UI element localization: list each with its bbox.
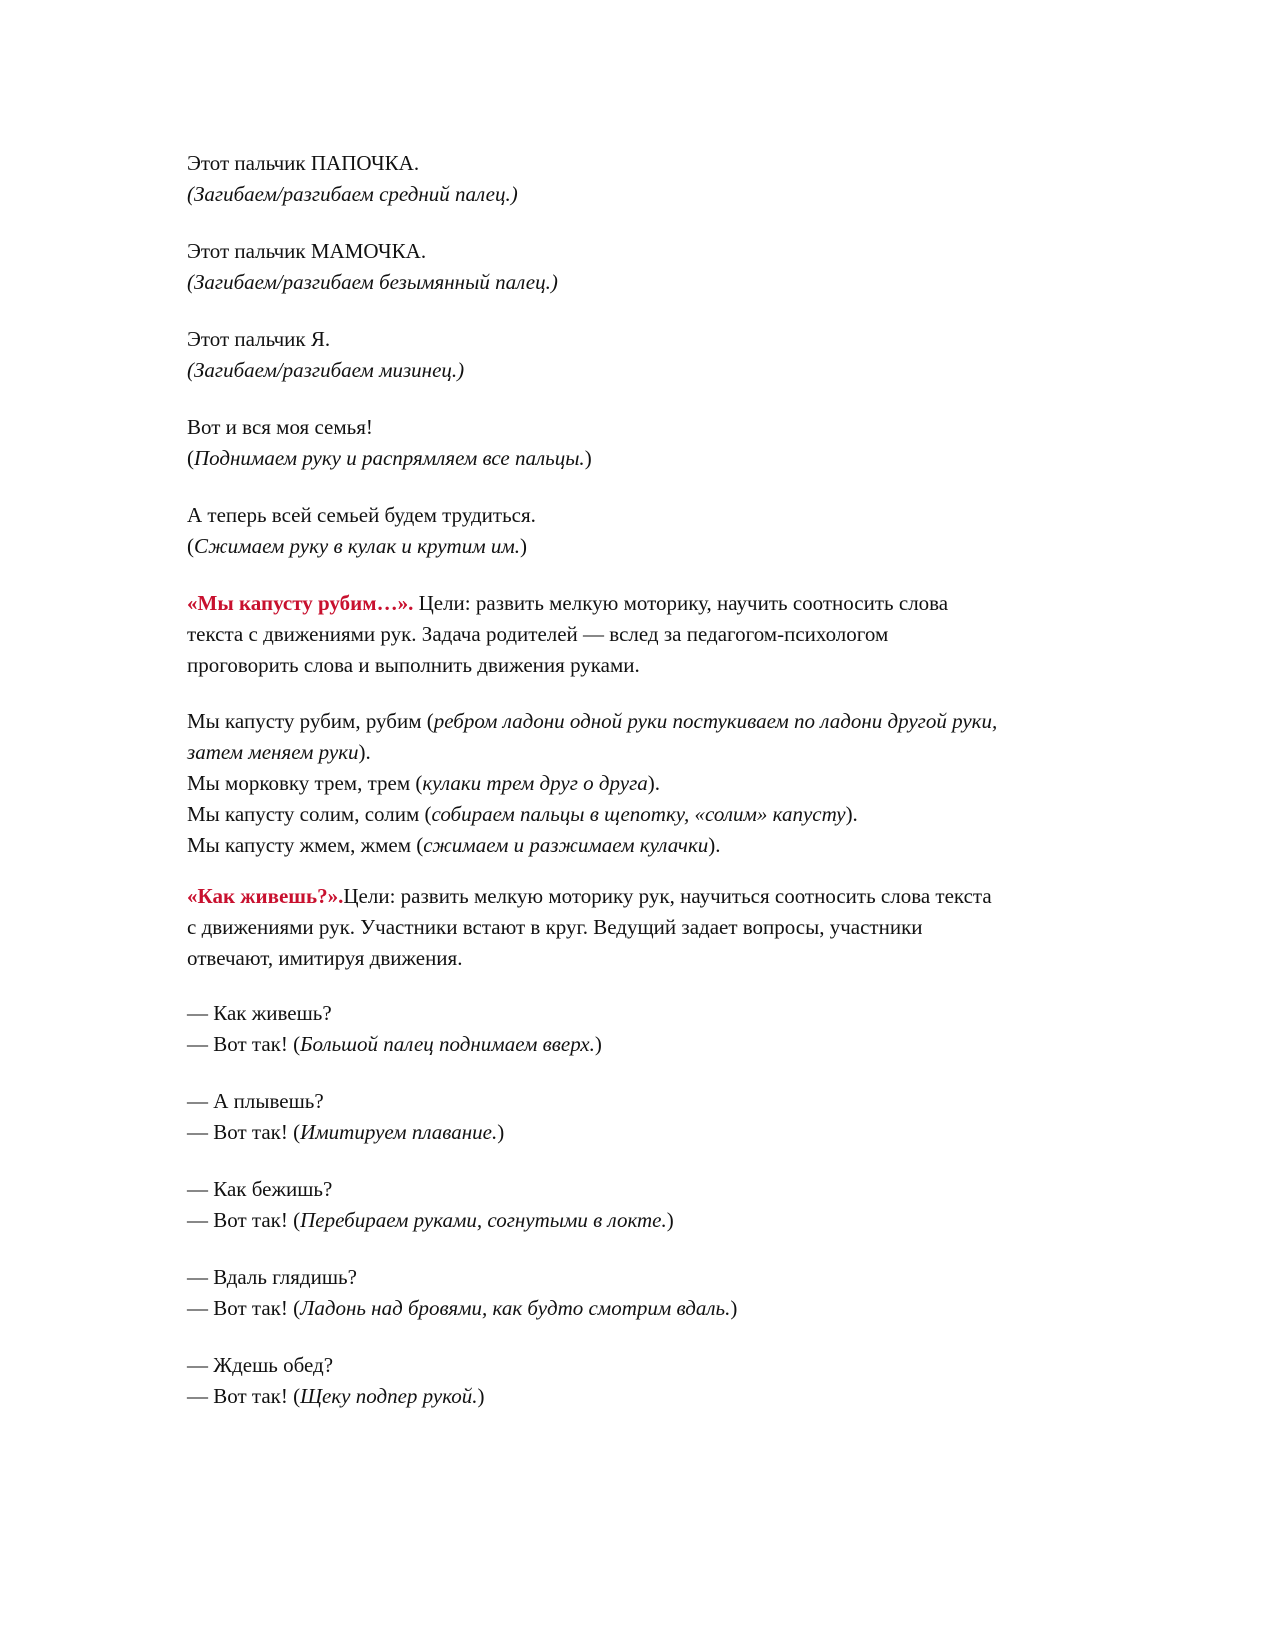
dialog-answer: — Вот так! (Большой палец поднимаем вверх.) (187, 1032, 602, 1056)
stanza-me (187, 324, 1087, 386)
dialog-pair (187, 1262, 1087, 1324)
game-goal: отвечают, имитируя движения. (187, 946, 463, 970)
dialog-pair (187, 1174, 1087, 1236)
verse-line: Этот пальчик ПАПОЧКА. (187, 151, 420, 175)
dialog-answer: — Вот так! (Щеку подпер рукой.) (187, 1384, 485, 1408)
dialog-answer: — Вот так! (Перебираем руками, согнутыми в локте.) (187, 1208, 674, 1232)
game-title: «Как живешь?». (187, 884, 344, 908)
verse-line: Мы капусту жмем, жмем (сжимаем и разжимаем кулачки). (187, 833, 721, 857)
stanza-work (187, 500, 1087, 562)
game-goal: с движениями рук. Участники встают в круг. Ведущий задает вопросы, участники (187, 915, 923, 939)
verse-line: Мы капусту солим, солим (собираем пальцы в щепотку, «солим» капусту). (187, 802, 858, 826)
instruction-line: (Поднимаем руку и распрямляем все пальцы.) (187, 446, 592, 470)
game-goal: Цели: развить мелкую моторику, научить соотносить слова (413, 591, 949, 615)
instruction-line: (Загибаем/разгибаем средний палец.) (187, 182, 518, 206)
dialog-question: — Ждешь обед? (187, 1353, 334, 1377)
game-cabbage-verses (187, 706, 1087, 861)
dialog-question: — А плывешь? (187, 1089, 324, 1113)
game-goal: Цели: развить мелкую моторику рук, научиться соотносить слова текста (343, 884, 992, 908)
verse-line: Этот пальчик МАМОЧКА. (187, 239, 427, 263)
dialog-answer: — Вот так! (Имитируем плавание.) (187, 1120, 505, 1144)
game-how-live-description (187, 881, 1087, 974)
instruction-line: (Загибаем/разгибаем мизинец.) (187, 358, 465, 382)
stanza-family (187, 412, 1087, 474)
stanza-papa (187, 148, 1087, 210)
game-goal: текста с движениями рук. Задача родителей — вслед за педагогом-психологом (187, 622, 889, 646)
game-title: «Мы капусту рубим…». (187, 591, 414, 615)
dialog-question: — Как живешь? (187, 1001, 332, 1025)
game-goal: проговорить слова и выполнить движения руками. (187, 653, 640, 677)
dialog-pair (187, 1350, 1087, 1412)
dialog-pair (187, 998, 1087, 1060)
verse-line: Этот пальчик Я. (187, 327, 331, 351)
dialog-pair (187, 1086, 1087, 1148)
dialog-question: — Как бежишь? (187, 1177, 333, 1201)
verse-line: Мы морковку трем, трем (кулаки трем друг о друга). (187, 771, 661, 795)
instruction-line: (Загибаем/разгибаем безымянный палец.) (187, 270, 558, 294)
verse-line: Вот и вся моя семья! (187, 415, 373, 439)
dialog-question: — Вдаль глядишь? (187, 1265, 357, 1289)
instruction-line: (Сжимаем руку в кулак и крутим им.) (187, 534, 527, 558)
dialog-answer: — Вот так! (Ладонь над бровями, как будто смотрим вдаль.) (187, 1296, 738, 1320)
verse-line: Мы капусту рубим, рубим (ребром ладони одной руки постукиваем по ладони другой руки, (187, 709, 998, 733)
game-cabbage-description (187, 588, 1087, 681)
stanza-mama (187, 236, 1087, 298)
verse-line: затем меняем руки). (187, 740, 371, 764)
verse-line: А теперь всей семьей будем трудиться. (187, 503, 536, 527)
